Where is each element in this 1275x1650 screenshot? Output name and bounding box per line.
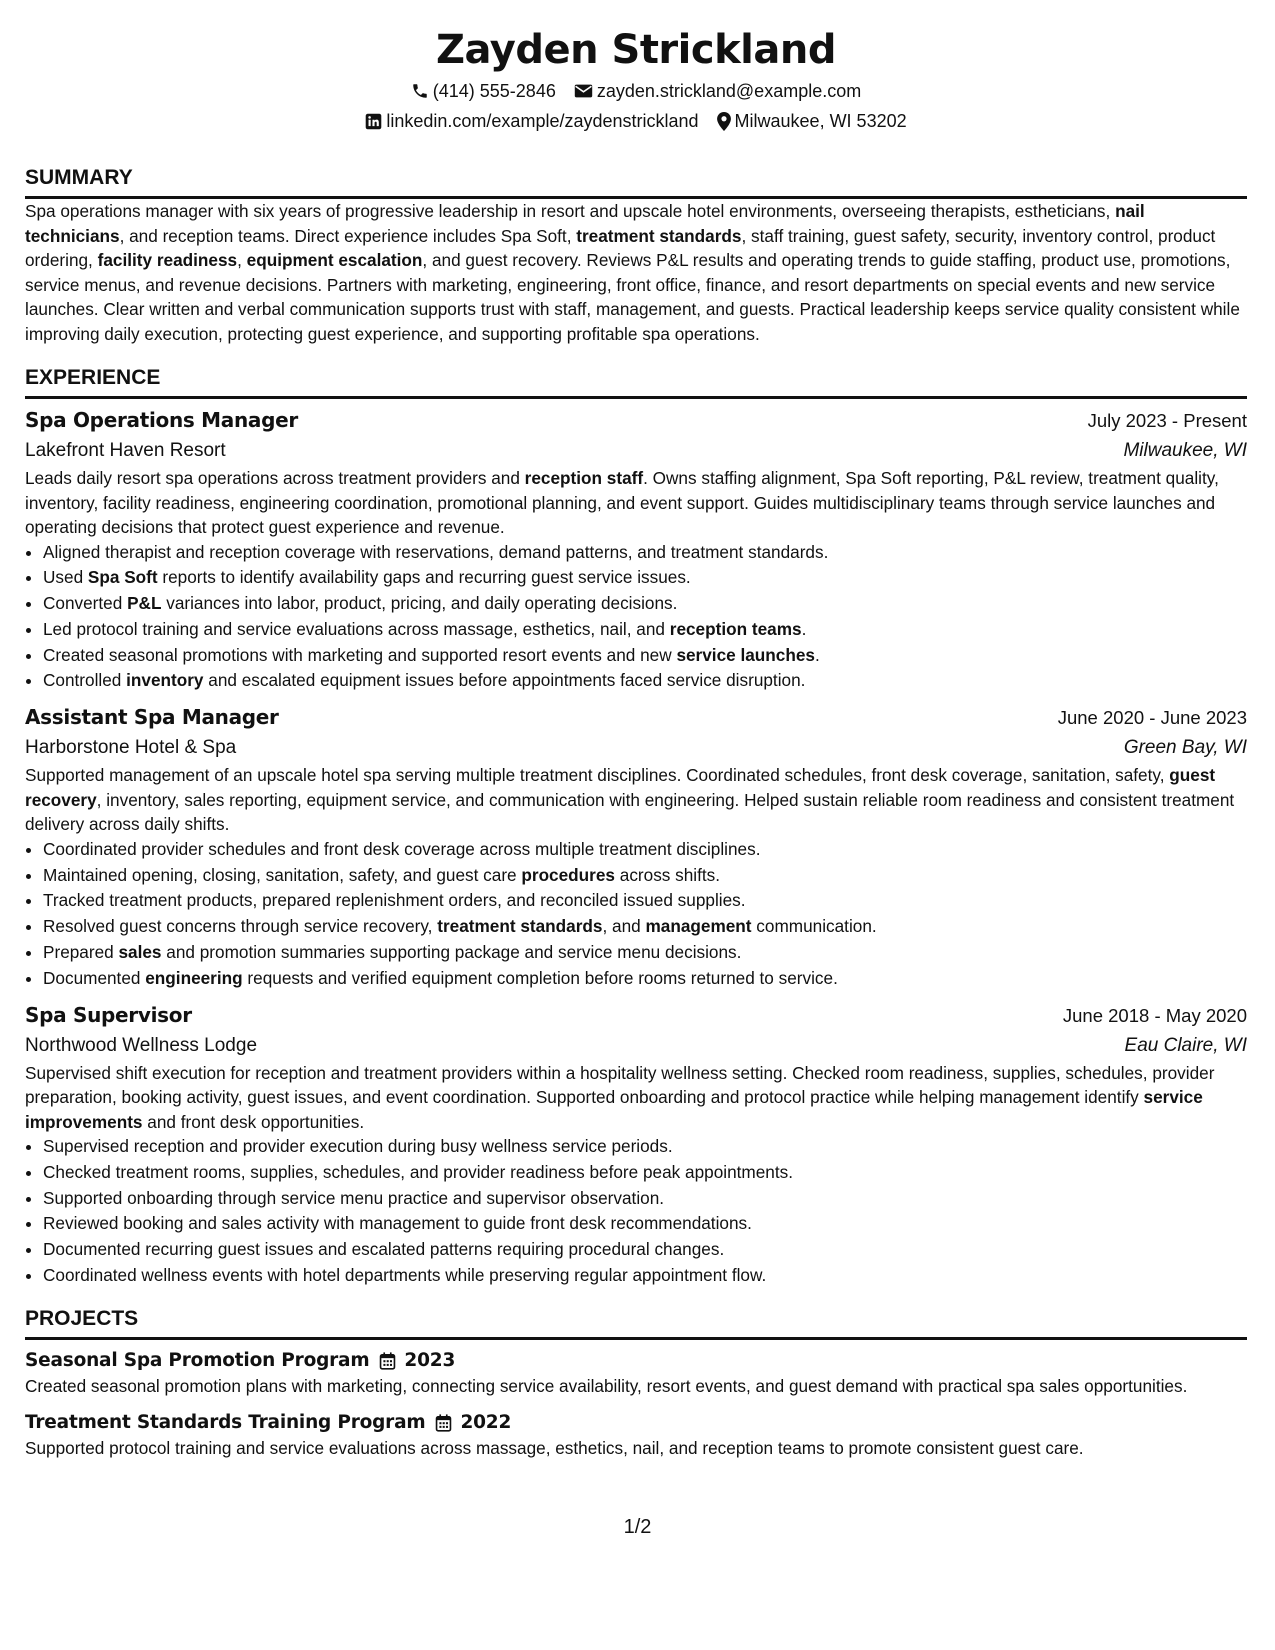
job-entry (25, 1000, 1247, 1289)
job-title: Assistant Spa Manager (25, 705, 279, 730)
emphasis-text: service launches (676, 644, 815, 665)
emphasis-text: service improvements (25, 1087, 1203, 1132)
email-text: zayden.strickland@example.com (596, 81, 862, 101)
job-title: Spa Operations Manager (25, 408, 298, 432)
emphasis-text: reception staff (524, 468, 644, 488)
job-location: Milwaukee, WI (1123, 440, 1247, 461)
linkedin-icon (365, 113, 382, 130)
location-contact (717, 108, 907, 134)
emphasis-text: treatment standards (576, 225, 742, 246)
experience-heading: EXPERIENCE (25, 366, 161, 389)
job-description: Supported management of an upscale hotel spa serving multiple treatment disciplines. Coordinated schedules, front desk coverage, sanitation, safety, guest recovery, inventory, sales reporting, equipment service, and communication with engineering. Helped sustain reliable room readiness and consistent treatment delivery across daily shifts. (25, 765, 1235, 835)
project-entry (25, 1410, 1247, 1461)
project-year: 2022 (460, 1412, 512, 1434)
map-marker-icon (717, 112, 731, 131)
section-divider (25, 1337, 1247, 1340)
bullet-item: • Documented recurring guest issues and escalated patterns requiring procedural changes. (43, 1237, 1247, 1263)
job-bullets (25, 837, 1247, 992)
calendar-icon (379, 1352, 396, 1370)
experience-list (25, 405, 1247, 1289)
job-bullets (25, 540, 1247, 695)
contact-row-secondary (25, 108, 1247, 134)
page-number: 1/2 (623, 1516, 652, 1538)
contact-row-primary (25, 78, 1247, 104)
bullet-item: • Maintained opening, closing, sanitation, safety, and guest care procedures across shifts. (43, 863, 1247, 889)
bullet-item: • Prepared sales and promotion summaries supporting package and service menu decisions. (43, 940, 1247, 966)
job-bullets (25, 1134, 1247, 1289)
envelope-icon (574, 83, 593, 99)
linkedin-contact[interactable] (365, 108, 698, 134)
email-contact[interactable] (574, 78, 861, 104)
linkedin-text: linkedin.com/example/zaydenstrickland (386, 111, 699, 131)
project-title: Seasonal Spa Promotion Program (25, 1349, 370, 1371)
phone-icon (411, 82, 429, 100)
job-location: Green Bay, WI (1123, 737, 1247, 759)
emphasis-text: P&L (127, 593, 162, 614)
emphasis-text: nail technicians (25, 201, 1145, 246)
job-title: Spa Supervisor (25, 1002, 192, 1027)
bullet-item: • Coordinated wellness events with hotel departments while preserving regular appointment flow. (43, 1263, 1247, 1289)
bullet-item: • Tracked treatment products, prepared replenishment orders, and reconciled issued supplies. (43, 888, 1247, 914)
bullet-item: • Checked treatment rooms, supplies, schedules, and provider readiness before peak appointments. (43, 1160, 1247, 1186)
project-title: Treatment Standards Training Program (25, 1412, 426, 1434)
project-description: Supported protocol training and service evaluations across massage, esthetics, nail, and reception teams to promote consistent guest care. (25, 1438, 1084, 1459)
bullet-item: • Coordinated provider schedules and front desk coverage across multiple treatment disciplines. (43, 837, 1247, 863)
bullet-item: • Created seasonal promotions with marketing and supported resort events and new service launches. (43, 643, 1247, 669)
job-organization: Harborstone Hotel & Spa (25, 737, 237, 759)
emphasis-text: equipment escalation (246, 250, 423, 270)
job-dates: June 2018 - May 2020 (1062, 1004, 1247, 1026)
job-organization: Northwood Wellness Lodge (25, 1034, 258, 1056)
job-organization: Lakefront Haven Resort (25, 440, 226, 461)
emphasis-text: engineering (145, 967, 243, 988)
phone-contact[interactable] (411, 78, 556, 104)
section-divider (25, 396, 1247, 399)
job-dates: July 2023 - Present (1087, 410, 1247, 431)
job-description: Leads daily resort spa operations across treatment providers and reception staff. Owns staffing alignment, Spa Soft reporting, P&L review, treatment quality, inventory, facility readiness, engineering coordination, promotional planning, and event support. Guides multidisciplinary teams through service launches and operating decisions that protect guest experience and revenue. (25, 468, 1219, 537)
emphasis-text: sales (118, 941, 162, 962)
candidate-name: Zayden Strickland (436, 27, 836, 73)
location-text: Milwaukee, WI 53202 (734, 111, 907, 131)
phone-text: (414) 555-2846 (432, 81, 556, 101)
job-dates: June 2020 - June 2023 (1057, 707, 1247, 729)
bullet-item: • Led protocol training and service evaluations across massage, esthetics, nail, and reception teams. (43, 617, 1247, 643)
emphasis-text: guest recovery (25, 765, 1216, 810)
emphasis-text: treatment standards (437, 916, 603, 937)
emphasis-text: reception teams (669, 618, 802, 639)
emphasis-text: procedures (521, 864, 615, 885)
project-entry (25, 1348, 1247, 1399)
bullet-item: • Converted P&L variances into labor, product, pricing, and daily operating decisions. (43, 591, 1247, 617)
project-description: Created seasonal promotion plans with marketing, connecting service availability, resort events, and guest demand with practical spa sales opportunities. (25, 1375, 1188, 1396)
bullet-item: • Aligned therapist and reception coverage with reservations, demand patterns, and treatment standards. (43, 540, 1247, 566)
job-location: Eau Claire, WI (1124, 1034, 1247, 1056)
summary-text: Spa operations manager with six years of progressive leadership in resort and upscale hotel environments, overseeing therapists, estheticians, nail technicians, and reception teams. Direct experience includes Spa Soft, treatment standards, staff training, guest safety, security, inventory control, product ordering, facility readiness, equipment escalation, and guest recovery. Reviews P&L results and operating trends to guide staffing, product use, promotions, service menus, and revenue decisions. Partners with marketing, engineering, front office, finance, and resort departments on special events and new service launches. Clear written and verbal communication supports trust with staff, management, and guests. Practical leadership keeps service quality consistent while improving daily execution, protecting guest experience, and supporting profitable spa operations. (25, 201, 1240, 344)
emphasis-text: inventory (126, 670, 204, 691)
emphasis-text: Spa Soft (87, 567, 158, 588)
job-entry (25, 702, 1247, 991)
bullet-item: • Supervised reception and provider execution during busy wellness service periods. (43, 1134, 1247, 1160)
job-description: Supervised shift execution for reception and treatment providers within a hospitality wellness setting. Checked room readiness, supplies, schedules, provider preparation, booking activity, guest issues, and event coordination. Supported onboarding and protocol practice while helping management identify service improvements and front desk opportunities. (25, 1062, 1215, 1132)
bullet-item: • Reviewed booking and sales activity with management to guide front desk recommendations. (43, 1211, 1247, 1237)
calendar-icon (435, 1414, 452, 1432)
bullet-item: • Resolved guest concerns through service recovery, treatment standards, and management communication. (43, 914, 1247, 940)
job-entry (25, 405, 1247, 694)
emphasis-text: facility readiness (97, 250, 238, 270)
resume-page (25, 0, 1247, 1461)
bullet-item: • Documented engineering requests and verified equipment completion before rooms returned to service. (43, 966, 1247, 992)
projects-heading: PROJECTS (25, 1306, 139, 1330)
bullet-item: • Supported onboarding through service menu practice and supervisor observation. (43, 1186, 1247, 1212)
bullet-item: • Used Spa Soft reports to identify availability gaps and recurring guest service issues. (43, 565, 1247, 591)
project-year: 2023 (404, 1349, 456, 1371)
bullet-item: • Controlled inventory and escalated equipment issues before appointments faced service disruption. (43, 668, 1247, 694)
summary-heading: SUMMARY (25, 166, 133, 189)
emphasis-text: management (645, 916, 752, 937)
